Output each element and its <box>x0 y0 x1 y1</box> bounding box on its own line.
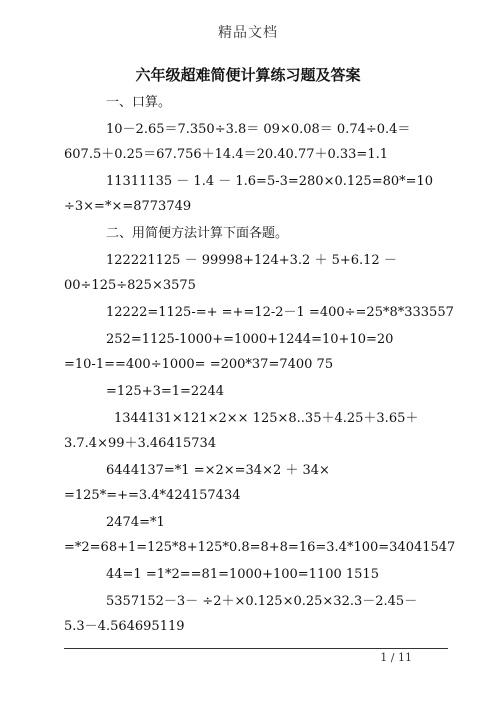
footer-divider <box>64 648 448 649</box>
text-line: 11311135 － 1.4 － 1.6=5-3=280×0.125=80*=10 <box>106 174 434 189</box>
text-line: 6444137=*1 =×2×=34×2 ＋ 34× <box>106 463 330 478</box>
section-heading-oral: 一、口算。 <box>106 95 172 110</box>
text-line: 12222=1125-=+ =+=12-2－1 =400÷=25*8*333557 <box>106 305 454 320</box>
page-number: 1 / 11 <box>380 651 412 664</box>
text-line: 5.3－4.564695119 <box>64 619 185 634</box>
text-line: 252=1125-1000+=1000+1244=10+10=20 <box>106 332 394 347</box>
text-line: 2474=*1 <box>106 515 165 530</box>
text-line: 10－2.65＝7.350÷3.8＝ 09×0.08＝ 0.74÷0.4＝ <box>106 122 411 137</box>
text-line: 5357152－3－ ÷2＋×0.125×0.25×32.3－2.45－ <box>106 594 418 609</box>
text-line: =10-1==400÷1000= =200*37=7400 75 <box>64 357 334 372</box>
page-header: 精品文档 <box>218 25 278 41</box>
text-line: 122221125 － 99998+124+3.2 ＋ 5+6.12 － <box>106 253 397 268</box>
text-line: 607.5＋0.25＝67.756＋14.4＝20.40.77＋0.33=1.1 <box>64 147 388 162</box>
section-heading-simplify: 二、用简便方法计算下面各题。 <box>106 226 289 241</box>
document-title: 六年级超难简便计算练习题及答案 <box>135 66 361 84</box>
text-line: =125*=+=3.4*424157434 <box>64 488 241 503</box>
text-line: 3.7.4×99＋3.46415734 <box>64 436 217 451</box>
text-line: =*2=68+1=125*8+125*0.8=8+8=16=3.4*100=34041547 <box>64 540 456 555</box>
text-line: 44=1 =1*2==81=1000+100=1100 1515 <box>106 567 379 582</box>
text-line: 00÷125÷825×3575 <box>64 278 196 293</box>
text-line: 1344131×121×2×× 125×8..35＋4.25＋3.65＋ <box>114 411 419 426</box>
text-line: =125+3=1=2244 <box>106 384 225 399</box>
text-line: ÷3×=*×=8773749 <box>64 199 192 214</box>
